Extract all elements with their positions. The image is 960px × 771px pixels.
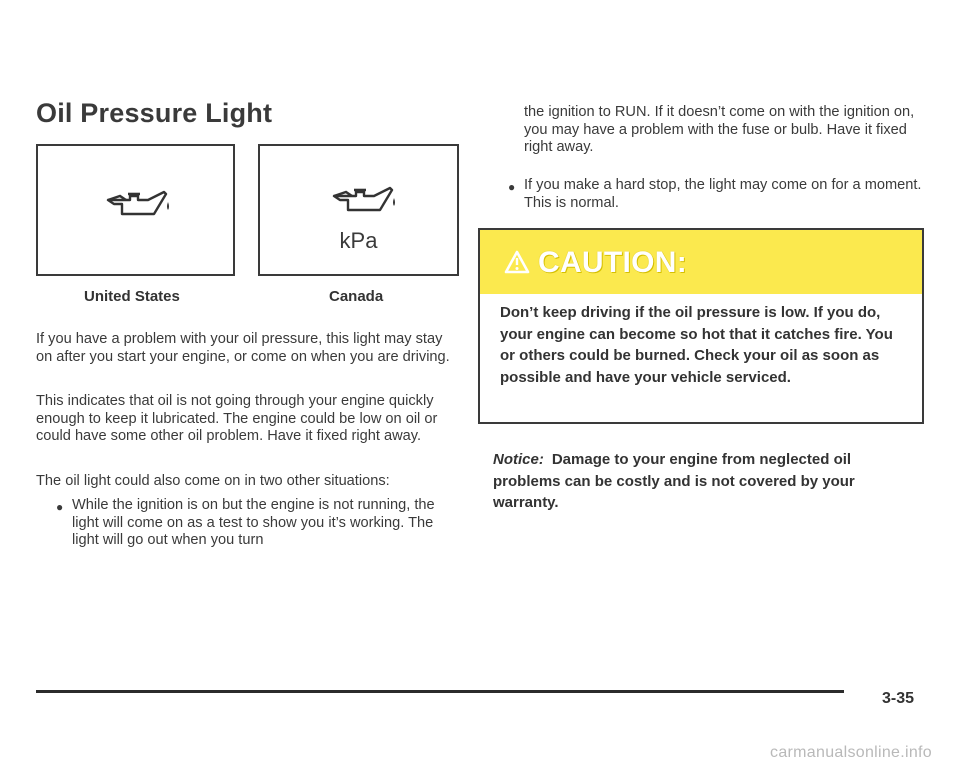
page-number: 3-35 (882, 690, 915, 707)
oil-can-icon (330, 182, 400, 226)
oil-can-icon (104, 186, 174, 230)
caution-text: Don’t keep driving if the oil pressure is low. If you do, your engine can become so hot that it catches fire. You or others could be burned. Check your oil as soon as possible and have your vehicle serviced. (500, 304, 893, 386)
notice-label: Notice: (493, 451, 544, 468)
canada-caption: Canada (329, 288, 384, 305)
watermark: carmanualsonline.info (770, 744, 932, 761)
notice (493, 449, 913, 514)
notice-text: Damage to your engine from neglected oil problems can be costly and is not covered by your warranty. (493, 451, 855, 511)
bullet-ignition-test: While the ignition is on but the engine is not running, the light will come on as a test to show you it’s working. The light will go out when you turn (72, 497, 435, 548)
caution-title-text: CAUTION: (538, 246, 688, 279)
paragraph-situations: The oil light could also come on in two other situations: (36, 473, 390, 489)
paragraph-problem: If you have a problem with your oil pressure, this light may stay on after you start your engine, or come on when you are driving. (36, 331, 450, 365)
kpa-unit-label: kPa (339, 228, 378, 253)
paragraph-indicates: This indicates that oil is not going through your engine quickly enough to keep it lubricated. The engine could be low on oil or could have some other oil problem. Have it fixed right away. (36, 393, 438, 444)
canada-oil-light-figure (258, 144, 459, 276)
page-title: Oil Pressure Light (36, 98, 273, 128)
caution-title (504, 246, 687, 280)
warning-triangle-icon (504, 250, 530, 274)
paragraph-ignition-run: the ignition to RUN. If it doesn’t come on with the ignition on, you may have a problem with the fuse or bulb. Have it fixed right away. (524, 104, 915, 155)
bullet-dot-icon: ● (508, 180, 516, 194)
caution-box (478, 228, 924, 424)
us-oil-light-figure (36, 144, 235, 276)
bullet-dot-icon: ● (56, 500, 64, 514)
footer-rule (36, 690, 844, 693)
us-caption: United States (84, 288, 180, 305)
bullet-hard-stop: If you make a hard stop, the light may come on for a moment. This is normal. (524, 177, 922, 211)
